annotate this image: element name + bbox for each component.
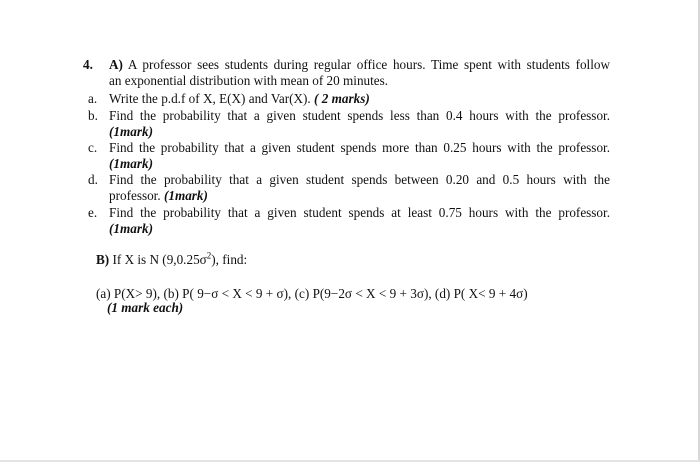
item-a-text: Write the p.d.f of X, E(X) and Var(X). (109, 91, 311, 106)
part-a-intro-line1 (109, 57, 610, 73)
part-b-stem-superscript: 2 (206, 250, 212, 261)
part-a-label: A) (109, 57, 123, 72)
part-a-intro-line2: an exponential distribution with mean of 20 minutes. (109, 73, 389, 88)
part-b-stem-suffix: ), find: (211, 252, 248, 267)
item-a (109, 91, 370, 107)
part-b-marks: (1 mark each) (107, 300, 184, 315)
item-c-letter: c. (88, 140, 98, 155)
question-number: 4. (83, 57, 93, 72)
item-c-marks: (1mark) (109, 156, 153, 171)
item-a-letter: a. (88, 91, 98, 106)
item-d-text-line1: Find the probability that a given student spends between 0.20 and 0.5 hours with the (109, 172, 610, 187)
part-b-stem-prefix: If X is N (9,0.25σ (112, 252, 207, 267)
item-b-text: Find the probability that a given student spends less than 0.4 hours with the professor. (109, 108, 610, 123)
item-e-marks: (1mark) (109, 221, 153, 236)
item-b-letter: b. (88, 108, 98, 123)
part-b-label: B) (96, 252, 110, 267)
part-a-intro-text: A professor sees students during regular office hours. Time spent with students follow (127, 57, 610, 72)
part-b-stem (96, 252, 247, 268)
item-e-text: Find the probability that a given student spends at least 0.75 hours with the professor. (109, 205, 610, 220)
part-b-subparts: (a) P(X> 9), (b) P( 9−σ < X < 9 + σ), (c) P(9−2σ < X < 9 + 3σ), (d) P( X< 9 + 4σ) (96, 286, 528, 301)
item-a-marks: ( 2 marks) (314, 91, 370, 106)
item-d-marks: (1mark) (163, 188, 208, 203)
item-e-letter: e. (88, 205, 98, 220)
item-d-line2 (109, 188, 208, 204)
item-c-text: Find the probability that a given student spends more than 0.25 hours with the professor. (109, 140, 610, 155)
item-b-marks: (1mark) (109, 124, 153, 139)
item-d-letter: d. (88, 172, 98, 187)
item-d-text-line2: professor. (109, 188, 161, 203)
